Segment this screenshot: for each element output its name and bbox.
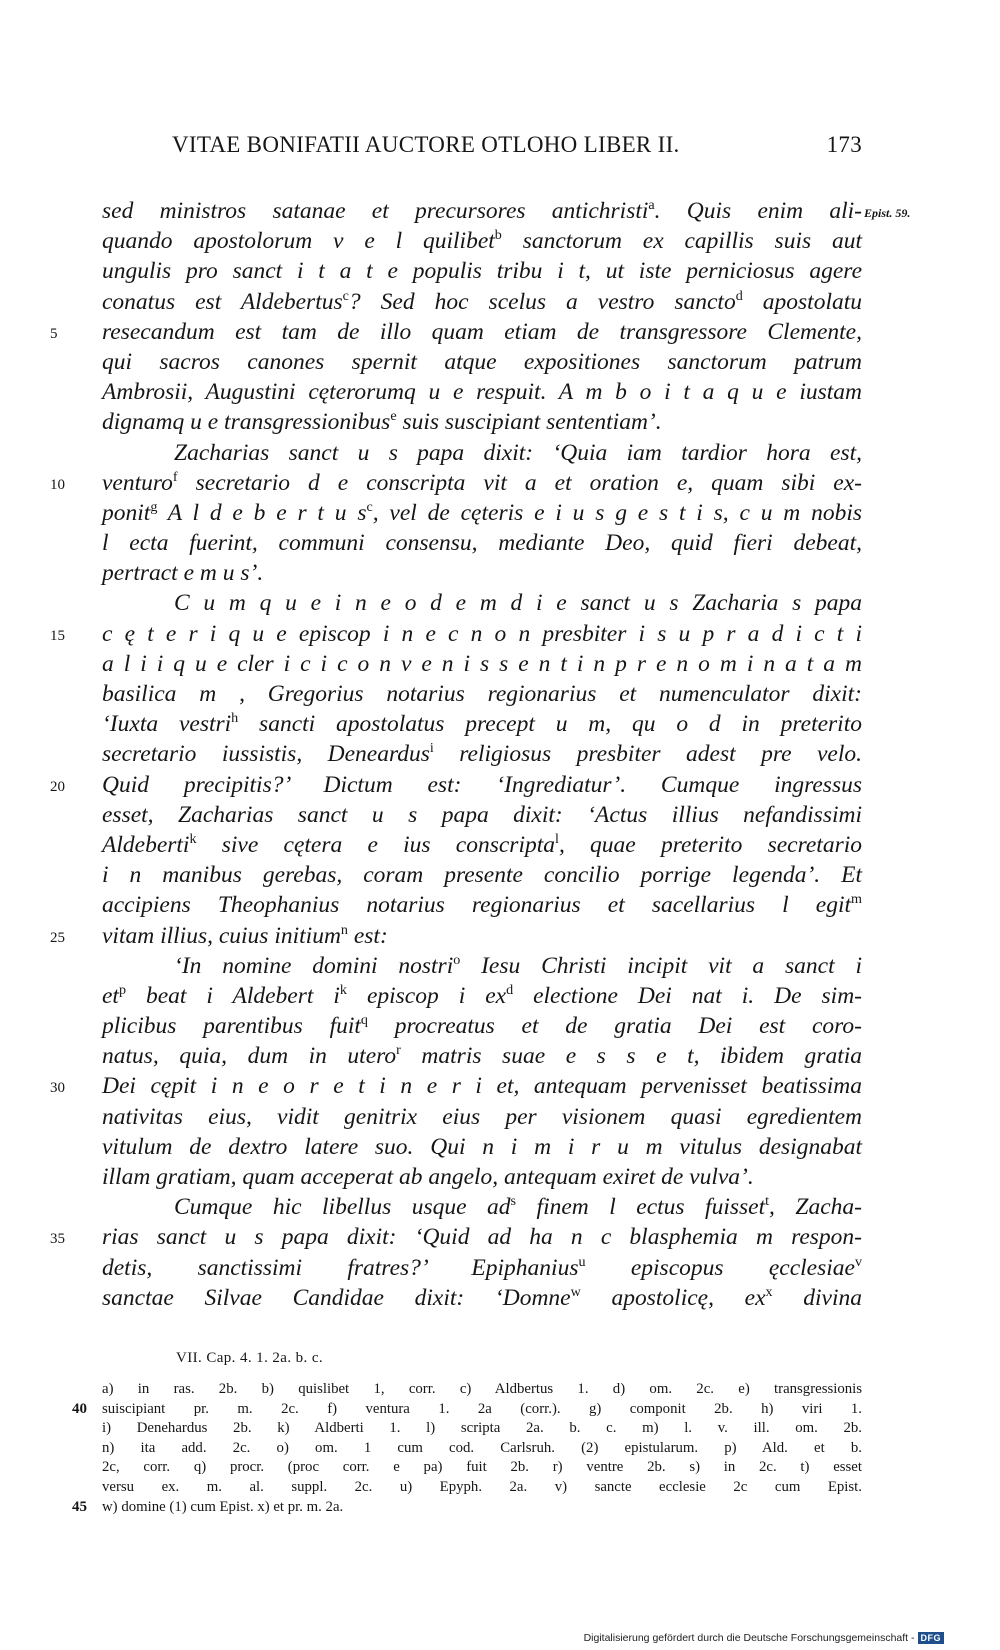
text-segment: versu ex. m. al. suppl. 2c. u) Epyph. 2a. v) sancte ecclesie 2c cum Epist. <box>102 1478 862 1495</box>
line-number: 15 <box>50 627 65 644</box>
footnote-line <box>72 1400 862 1420</box>
text-segment: w) domine (1) cum Epist. x) et pr. m. 2a. <box>102 1498 344 1515</box>
apparatus-source-line: VII. Cap. 4. 1. 2a. b. c. <box>176 1350 324 1366</box>
text-segment: C u m q u e i n e o d e m d i e sanct u s Zacharia s papa <box>174 590 862 617</box>
footnote-marker: u <box>578 1253 586 1270</box>
text-segment: nativitas eius, vidit genitrix eius per visionem quasi egredientem <box>102 1103 862 1130</box>
text-segment: secretario iussistis, Deneardus <box>102 741 430 768</box>
text-segment: religiosus presbiter adest pre velo. <box>433 741 862 768</box>
text-segment: Ambrosii, Augustini cęterorumq u e respuit. A m b o i t a q u e iustam <box>102 379 862 406</box>
text-line <box>102 256 862 286</box>
text-line <box>102 981 862 1011</box>
text-segment: a l i i q u e cler i c i c o n v e n i s s e n t i n p r e n o m i n a t a m <box>102 650 862 677</box>
footnote-line <box>102 1458 862 1478</box>
text-segment: basilica m , Gregorius notarius regionarius et numenculator dixit: <box>102 681 862 707</box>
text-segment: episcopus ęcclesiae <box>585 1254 855 1281</box>
text-segment: Aldeberti <box>102 831 190 858</box>
footnote-marker: c <box>342 287 349 304</box>
text-line <box>102 226 862 256</box>
text-segment: Quid precipitis?’ Dictum est: ‘Ingrediatur’. Cumque ingressus <box>102 771 862 798</box>
dfg-logo-icon: DFG <box>918 1632 945 1644</box>
footnote-marker: c <box>366 499 373 516</box>
line-number: 25 <box>50 929 65 946</box>
footnote-line <box>102 1419 862 1439</box>
text-segment: Zacharias sanct u s papa dixit: ‘Quia iam tardior hora est, <box>174 439 862 466</box>
text-line <box>102 347 862 377</box>
text-line <box>102 739 862 769</box>
footnote-marker: r <box>396 1042 401 1059</box>
footnote-marker: l <box>555 831 559 848</box>
main-text <box>50 196 911 1313</box>
margin-reference-text: Epist. 59. <box>864 206 911 220</box>
text-segment: divina <box>772 1284 862 1311</box>
line-number: 30 <box>50 1080 65 1097</box>
footnote-marker: d <box>735 287 743 304</box>
footnotes <box>72 1380 862 1517</box>
text-segment: est: <box>347 922 388 949</box>
text-segment: a) in ras. 2b. b) quislibet 1, corr. c) Aldbertus 1. d) om. 2c. e) transgressionis <box>102 1381 862 1397</box>
margin-reference <box>864 198 910 229</box>
text-line <box>50 317 862 347</box>
line-number: 40 <box>72 1400 87 1417</box>
text-segment: , quae preterito secretario <box>558 831 862 858</box>
line-number: 45 <box>72 1498 87 1515</box>
text-segment: natus, quia, dum in utero <box>102 1043 397 1070</box>
text-segment: procreatus et de gratia Dei est coro- <box>367 1013 862 1040</box>
text-segment: illam gratiam, quam acceperat ab angelo, antequam exiret de vulva’. <box>102 1164 754 1190</box>
line-number: 10 <box>50 476 65 493</box>
text-segment: accipiens Theophanius notarius regionarius et sacellarius l egit <box>102 892 852 919</box>
text-segment: esset, Zacharias sanct u s papa dixit: ‘Actus illius nefandissimi <box>102 801 862 828</box>
text-segment: Dei cępit i n e o r e t i n e r i et, antequam pervenisset beatissima <box>102 1073 862 1100</box>
footnote-marker: e <box>390 408 397 425</box>
text-line <box>50 1071 862 1101</box>
text-line <box>50 619 862 649</box>
text-segment: i n manibus gerebas, coram presente concilio porrige legenda’. Et <box>102 862 862 889</box>
text-segment: , Zacha- <box>769 1194 862 1221</box>
footnote-marker: b <box>494 227 502 244</box>
text-line <box>102 1011 862 1041</box>
text-line <box>102 1162 862 1192</box>
text-line <box>50 468 862 498</box>
text-segment: , vel de cęteris e i u s g e s t i s, c u m nobis <box>372 499 862 526</box>
text-segment: rias sanct u s papa dixit: ‘Quid ad ha n c blasphemia m respon- <box>102 1224 862 1251</box>
text-line <box>102 1041 862 1071</box>
text-segment: secretario d e conscripta vit a et oration e, quam sibi ex- <box>177 469 862 496</box>
footnote-marker: o <box>453 951 461 968</box>
footnote-marker: p <box>118 982 127 999</box>
text-segment: finem l ectus fuisset <box>516 1194 766 1221</box>
text-segment: pertract e m u s’. <box>102 560 264 587</box>
footnote-marker: w <box>570 1283 581 1300</box>
text-line <box>102 800 862 830</box>
footnote-line <box>102 1478 862 1498</box>
text-segment: n) ita add. 2c. o) om. 1 cum cod. Carlsruh. (2) epistularum. p) Ald. et b. <box>102 1439 862 1456</box>
text-segment: c ę t e r i q u e episcop i n e c n o n presbiter i s u p r a d i c t i <box>102 620 862 647</box>
text-line <box>102 438 862 468</box>
line-number: 5 <box>50 325 58 342</box>
text-line <box>102 407 862 437</box>
text-segment: ‘Iuxta vestri <box>102 711 232 738</box>
footnote-line <box>102 1380 862 1400</box>
text-line <box>102 377 862 407</box>
footnote-marker: f <box>172 468 178 485</box>
credit-text: Digitalisierung gefördert durch die Deutsche Forschungsgemeinschaft - <box>583 1632 915 1644</box>
text-segment: Cumque hic libellus usque ad <box>174 1194 511 1221</box>
text-segment: matris suae e s s e t, ibidem gratia <box>400 1043 862 1070</box>
footnote-marker: v <box>854 1253 862 1270</box>
footnote-marker: t <box>765 1193 770 1210</box>
text-segment: suis suscipiant sententiam’. <box>396 409 662 436</box>
text-segment: ? Sed hoc scelus a vestro sancto <box>348 288 736 315</box>
footnote-marker: g <box>150 499 158 516</box>
text-segment: plicibus parentibus fuit <box>102 1013 361 1040</box>
text-segment: venturo <box>102 469 173 496</box>
text-segment: sanctorum ex capillis suis aut <box>501 228 862 255</box>
footnote-marker: q <box>360 1012 368 1029</box>
text-line <box>50 1222 862 1252</box>
text-segment: l ecta fuerint, communi consensu, mediante Deo, quid fieri debeat, <box>102 530 862 557</box>
line-number: 20 <box>50 778 65 795</box>
footnote-marker: h <box>231 710 239 727</box>
footnote-marker: d <box>506 982 514 999</box>
text-segment: ponit <box>102 499 151 526</box>
text-segment: sed ministros satanae et precursores antichristi <box>102 198 649 224</box>
text-segment: ‘In nomine domini nostri <box>174 952 454 979</box>
digitization-credit <box>583 1632 944 1644</box>
page-number: 173 <box>826 132 862 157</box>
line-number: 35 <box>50 1231 65 1248</box>
text-segment: beat i Aldebert i <box>126 982 340 1009</box>
text-segment: Iesu Christi incipit vit a sanct i <box>460 952 862 979</box>
footnote-marker: n <box>340 921 348 938</box>
text-line <box>50 921 862 951</box>
text-line <box>102 498 862 528</box>
text-line <box>102 1132 862 1162</box>
text-line <box>102 1253 862 1283</box>
text-line <box>102 890 862 920</box>
text-line <box>102 679 862 709</box>
text-line <box>102 830 862 860</box>
text-segment: quando apostolorum v e l quilibet <box>102 228 495 255</box>
footnote-marker: m <box>851 891 862 908</box>
text-segment: vitam illius, cuius initium <box>102 922 341 949</box>
text-segment: A l d e b e r t u s <box>157 499 367 526</box>
text-segment: sanctae Silvae Candidae dixit: ‘Domne <box>102 1284 571 1311</box>
text-segment: apostolicę, ex <box>580 1284 766 1311</box>
text-segment: i) Denehardus 2b. k) Aldberti 1. l) scripta 2a. b. c. m) l. v. ill. om. 2b. <box>102 1420 862 1437</box>
text-segment: 2c, corr. q) procr. (proc corr. e pa) fuit 2b. r) ventre 2b. s) in 2c. t) esset <box>102 1459 862 1476</box>
text-line <box>102 196 911 226</box>
text-line <box>102 558 862 588</box>
footnote-marker: a <box>648 197 655 214</box>
text-segment: episcop i ex <box>346 982 507 1009</box>
footnote-line <box>72 1498 862 1518</box>
text-line <box>102 528 862 558</box>
text-segment: conatus est Aldebertus <box>102 288 343 315</box>
text-line <box>102 951 862 981</box>
footnote-marker: s <box>510 1193 517 1210</box>
text-segment: sancti apostolatus precept u m, qu o d in preterito <box>238 711 862 738</box>
text-segment: sive cętera e ius conscripta <box>196 831 556 858</box>
text-segment: electione Dei nat i. De sim- <box>513 982 862 1009</box>
text-segment: apostolatu <box>742 288 862 315</box>
footnote-marker: x <box>765 1283 773 1300</box>
footnote-marker: i <box>429 740 434 757</box>
footnote-line <box>102 1439 862 1459</box>
text-segment: suiscipiant pr. m. 2c. f) ventura 1. 2a (corr.). g) componit 2b. h) viri 1. <box>102 1400 862 1417</box>
text-segment: qui sacros canones spernit atque expositiones sanctorum patrum <box>102 348 862 375</box>
text-segment: ungulis pro sanct i t a t e populis tribu i t, ut iste perniciosus agere <box>102 258 862 285</box>
text-segment: detis, sanctissimi fratres?’ Epiphanius <box>102 1254 579 1281</box>
text-segment: dignamq u e transgressionibus <box>102 409 391 436</box>
text-segment: resecandum est tam de illo quam etiam de transgressore Clemente, <box>102 318 862 345</box>
text-line <box>102 709 862 739</box>
running-header <box>172 132 862 158</box>
text-line <box>102 1192 862 1222</box>
text-line <box>102 1102 862 1132</box>
running-title: VITAE BONIFATII AUCTORE OTLOHO LIBER II. <box>172 132 680 157</box>
text-line <box>102 1283 862 1313</box>
text-line <box>102 287 862 317</box>
footnote-marker: k <box>339 982 347 999</box>
text-segment: vitulum de dextro latere suo. Qui n i m i r u m vitulus designabat <box>102 1133 862 1160</box>
footnote-marker: k <box>189 831 197 848</box>
text-segment: et <box>102 982 119 1009</box>
text-line <box>102 588 862 618</box>
text-line <box>102 860 862 890</box>
text-segment: . Quis enim ali- <box>654 198 863 224</box>
text-line <box>50 770 862 800</box>
text-line <box>102 649 862 679</box>
